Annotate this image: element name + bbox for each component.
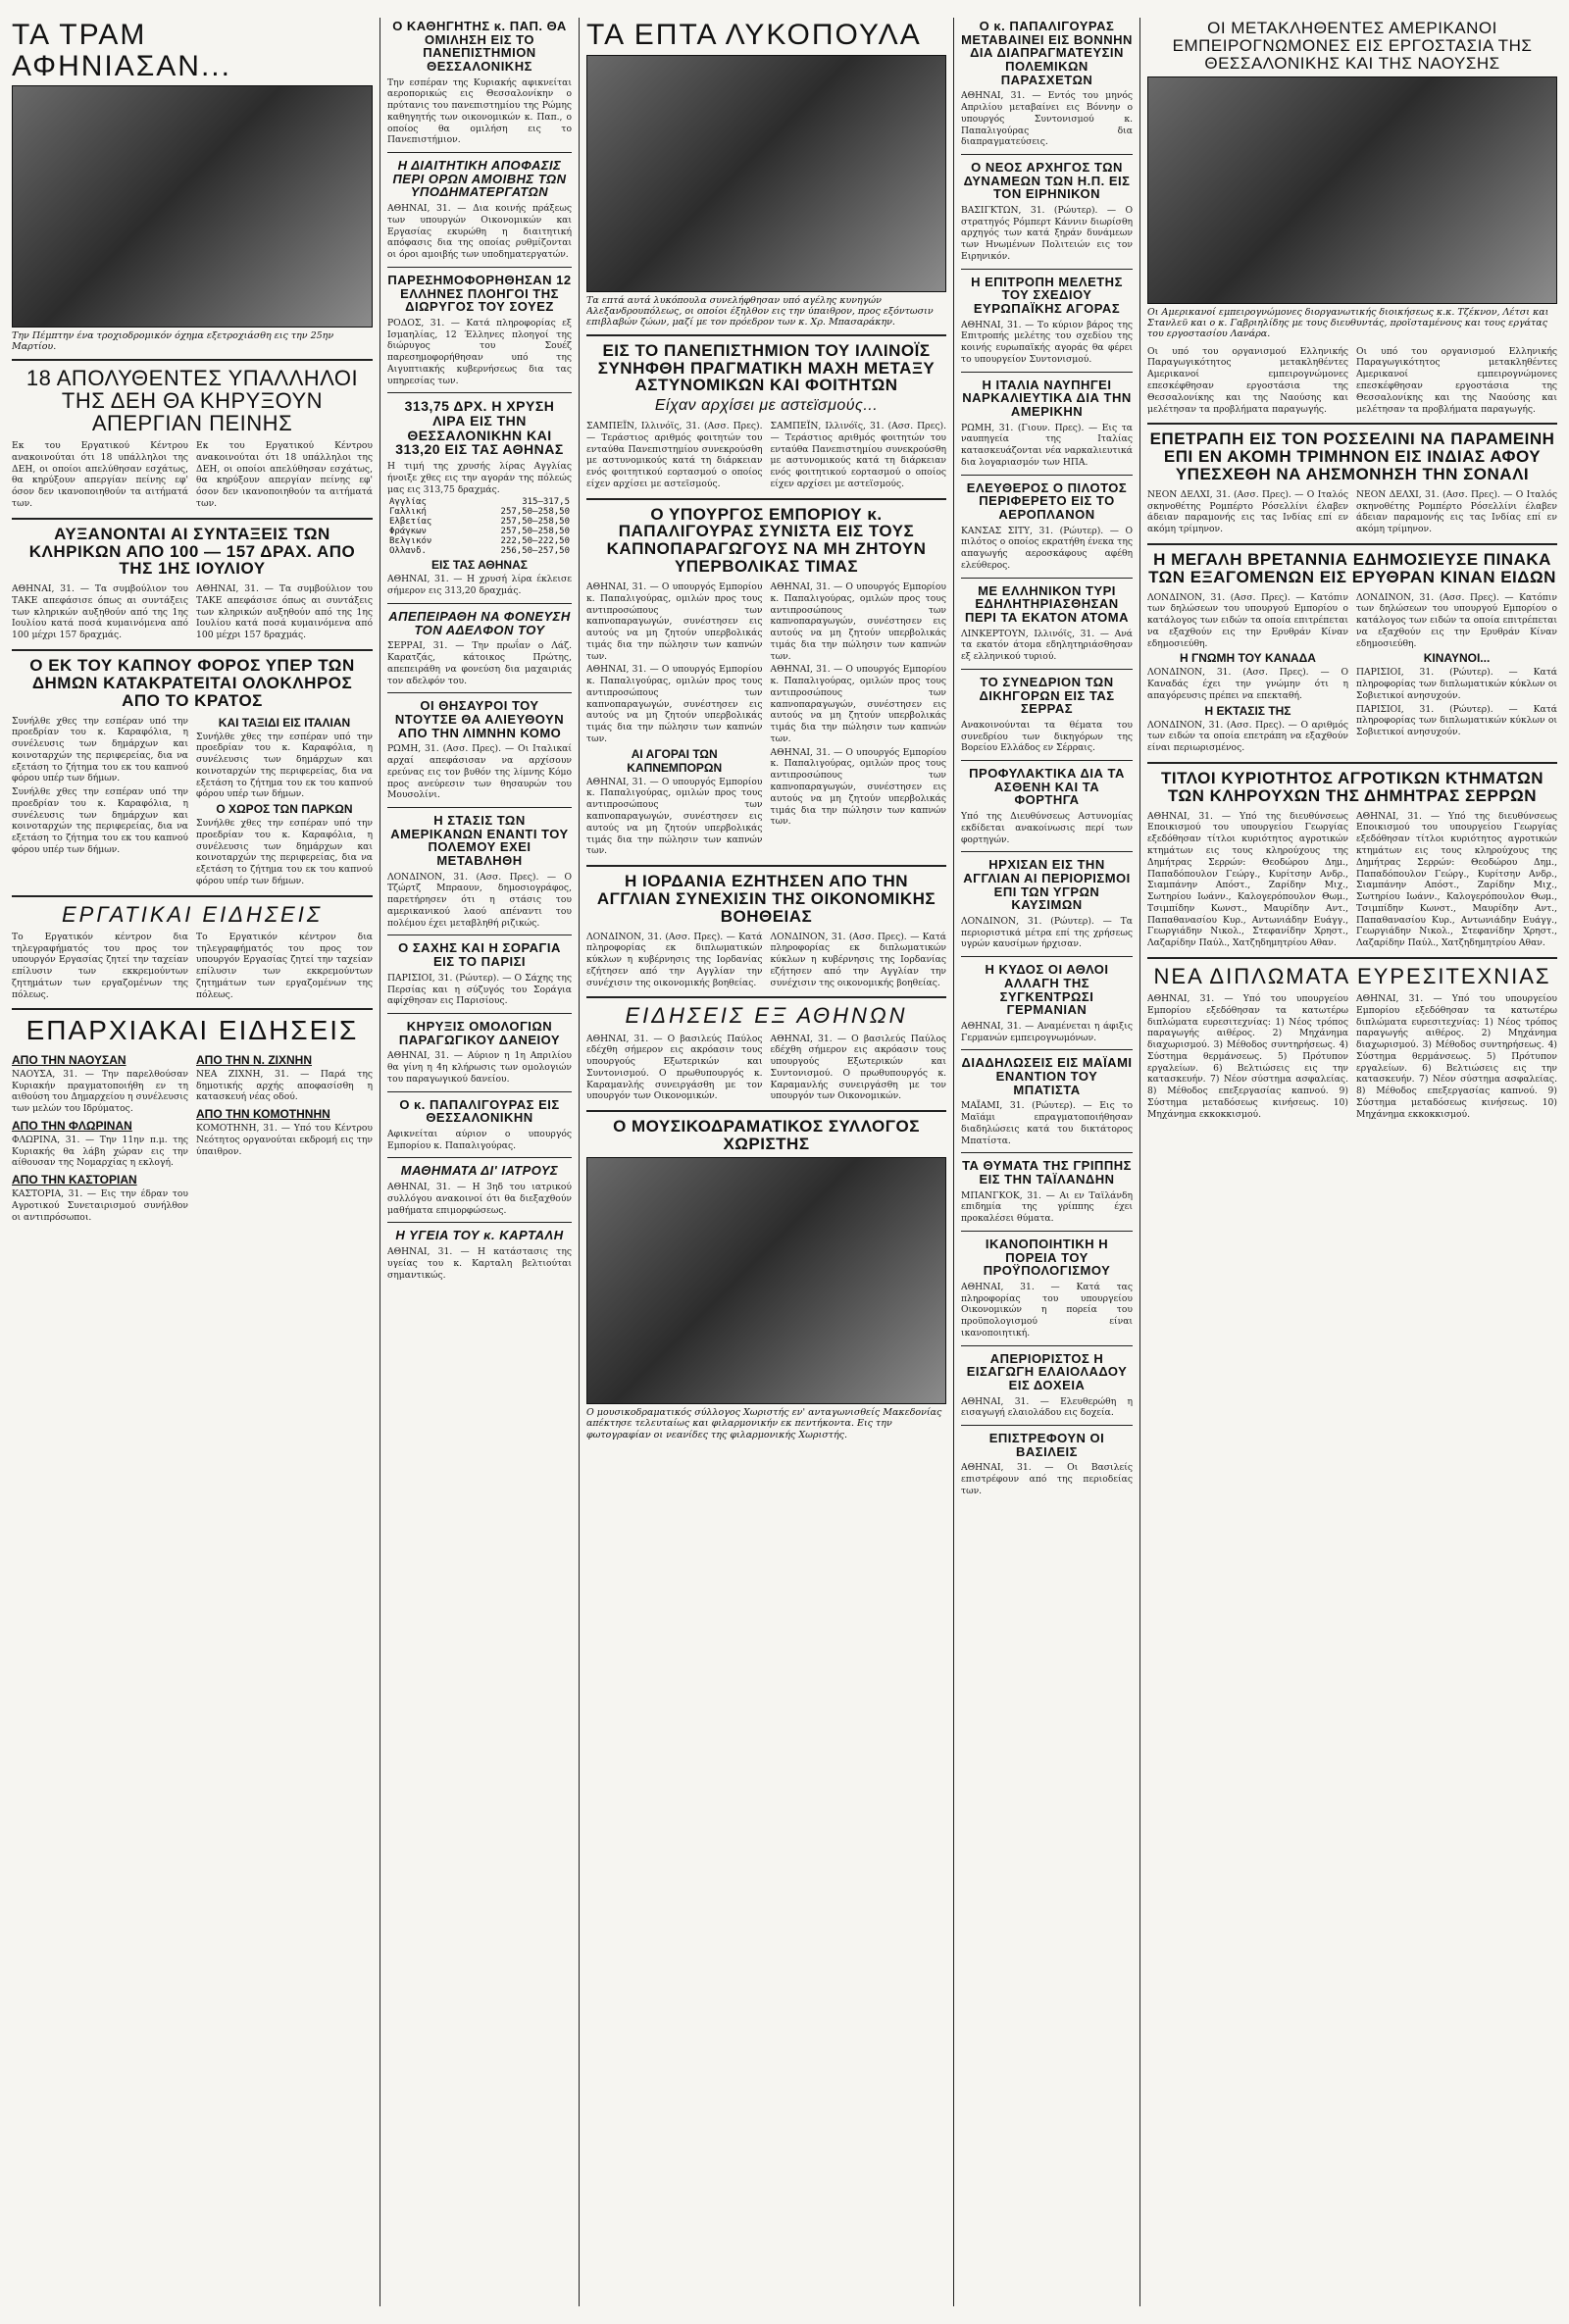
budget-body: ΑΘΗΝΑΙ, 31. — Κατά τας πληροφορίας του υπουργείου Οικονομικών η πορεία του προϋπολογισμού είναι ικανοποιητική. — [961, 1281, 1133, 1339]
currency-table — [387, 497, 572, 556]
kings-body: ΑΘΗΝΑΙ, 31. — Οι Βασιλείς επιστρέφουν από της περιοδείας των. — [961, 1462, 1133, 1496]
conference-body: Ανακοινούνται τα θέματα του συνεδρίου των δικηγόρων της Βορείου Ελλάδος εν Σέρραις. — [961, 719, 1133, 754]
tobacco-body: Συνήλθε χθες την εσπέραν υπό την προεδρίαν του κ. Καραφόλια, η συνέλευσις των δημάρχων και κοινοταρχών της περιφερείας, δια να εξετάση το ζήτημα του εκ του καπνού φόρου υπέρ των δήμων. — [12, 715, 188, 784]
pensions-headline: ΑΥΞΑΝΟΝΤΑΙ ΑΙ ΣΥΝΤΑΞΕΙΣ ΤΩΝ ΚΛΗΡΙΚΩΝ ΑΠΟ 100 — 157 ΔΡΑΧ. ΑΠΟ ΤΗΣ 1ΗΣ ΙΟΥΛΙΟΥ — [28, 524, 356, 579]
tram-caption: Την Πέμπτην ένα τροχιοδρομικόν όχημα εξετροχιάσθη εις την 25ην Μαρτίου. — [12, 330, 334, 353]
shah-headline: Ο ΣΑΧΗΣ ΚΑΙ Η ΣΟΡΑΓΙΑ ΕΙΣ ΤΟ ΠΑΡΙΣΙ — [398, 940, 561, 970]
kinyn-body: ΠΑΡΙΣΙΟΙ, 31. (Ρώυτερ). — Κατά πληροφορίας των διπλωματικών κύκλων οι Σοβιετικοί ανησυχούν. — [1356, 667, 1557, 701]
loans-headline: ΚΗΡΥΞΙΣ ΟΜΟΛΟΓΙΩΝ ΠΑΡΑΓΩΓΙΚΟΥ ΔΑΝΕΙΟΥ — [398, 1019, 561, 1047]
attempt-body: ΣΕΡΡΑΙ, 31. — Την πρωΐαν ο Λάζ. Καρατζάς, κάτοικος Πρώτης, απεπειράθη να φονεύση δια μαχαιριάς τον αδελφόν του. — [387, 640, 572, 686]
kinyn-body-cont: ΠΑΡΙΣΙΟΙ, 31. (Ρώυτερ). — Κατά πληροφορίας των διπλωματικών κύκλων οι Σοβιετικοί ανησυχούν. — [1356, 703, 1557, 738]
illinois-subhead: Είχαν αρχίσει με αστεϊσμούς... — [654, 397, 879, 415]
column-4 — [961, 18, 1133, 2306]
pilot-body: ΚΑΝΣΑΣ ΣΙΤΥ, 31. (Ρώυτερ). — Ο πιλότος ο οποίος εκρατήθη ένεκα της απαγωγής αεροσκάφους αφέθη ελεύθερος. — [961, 525, 1133, 571]
pilot-headline: ΕΛΕΥΘΕΡΟΣ Ο ΠΙΛΟΤΟΣ ΠΕΡΙΦΕΡΕΤΟ ΕΙΣ ΤΟ ΑΕΡΟΠΛΑΝΟΝ — [966, 480, 1128, 523]
wolves-caption: Τα επτά αυτά λυκόπουλα συνελήφθησαν υπό αγέλης κυνηγών Αλεξανδρουπόλεως, οι οποίοι έξηλθον εις την ύπαιθρον, προς εξόντωσιν επιβλαβών ζώων, μαζί με τον πρόεδρον των κ. Χρ. Μπασαράκην. — [586, 294, 934, 328]
table-row: Φράγκων 257,50—258,50 — [389, 527, 570, 537]
kinyn-subhead: ΚΙΝΑΥΝΟΙ... — [1423, 651, 1491, 666]
rossellini-body: ΝΕΟΝ ΔΕΛΧΙ, 31. (Ασσ. Πρες). — Ο Ιταλός σκηνοθέτης Ρομπέρτο Ρόσελλίνι έλαβεν άδειαν παραμονής εις τας Ινδίας επί εν ακόμη τρίμηνον. — [1147, 488, 1348, 535]
labour-body-cont: Το Εργατικόν κέντρον δια τηλεγραφήματός του προς τον υπουργόν Εργασίας ζητεί την ταχείαν επίλυσιν των εκκρεμούντων ζητημάτων των εργαζομένων της πόλεως. — [196, 931, 373, 1000]
tobacco-headline: Ο ΕΚ ΤΟΥ ΚΑΠΝΟΥ ΦΟΡΟΣ ΥΠΕΡ ΤΩΝ ΔΗΜΩΝ ΚΑΤΑΚΡΑΤΕΙΤΑΙ ΟΛΟΚΛΗΡΟΣ ΑΠΟ ΤΟ ΚΡΑΤΟΣ — [29, 656, 355, 710]
prov-section-body: ΚΑΣΤΟΡΙΑ, 31. — Εις την έδραν του Αγροτικού Συνεταιρισμού συνήλθον οι αντιπρόσωποι. — [12, 1188, 188, 1223]
prov-section-head: ΑΠΟ ΤΗΝ ΚΟΜΟΤΗΝΗΝ — [196, 1107, 330, 1122]
illinois-headline: ΕΙΣ ΤΟ ΠΑΝΕΠΙΣΤΗΜΙΟΝ ΤΟΥ ΙΛΛΙΝΟΪΣ ΣΥΝΗΦΘΗ ΠΡΑΓΜΑΤΙΚΗ ΜΑΧΗ ΜΕΤΑΞΥ ΑΣΤΥΝΟΜΙΚΩΝ ΚΑΙ ΦΟΙΤΗΤΩΝ — [597, 340, 936, 395]
loans-body: ΑΘΗΝΑΙ, 31. — Αύριον η 1η Απριλίου θα γίνη η 4η κλήρωσις των ομολογιών του παραγωγικού δανείου. — [387, 1050, 572, 1085]
britain-body: ΛΟΝΔΙΝΟΝ, 31. (Ασσ. Πρες). — Κατόπιν των δηλώσεων του υπουργού Εμπορίου ο κατάλογος των ειδών τα οποία επιτρέπεται να εξαχθούν εις την Ερυθράν Κίναν εδημοσιεύθη. — [1147, 591, 1348, 649]
health-headline: Η ΥΓΕΙΑ ΤΟΥ κ. ΚΑΡΤΑΛΗ — [395, 1228, 564, 1243]
athens-gold-body: ΑΘΗΝΑΙ, 31. — Η χρυσή λίρα έκλεισε σήμερον εις 313,20 δραχμάς. — [387, 574, 572, 597]
ektasis-body: ΛΟΝΔΙΝΟΝ, 31. (Ασσ. Πρες). — Ο αριθμός των ειδών τα οποία επετράπη να εξαχθούν είναι περιωρισμένος. — [1147, 719, 1348, 754]
decision-headline: Η ΔΙΑΙΤΗΤΙΚΗ ΑΠΟΦΑΣΙΣ ΠΕΡΙ ΟΡΩΝ ΑΜΟΙΒΗΣ ΤΩΝ ΥΠΟΔΗΜΑΤΕΡΓΑΤΩΝ — [392, 158, 567, 200]
usa-headline: Η ΣΤΑΣΙΣ ΤΩΝ ΑΜΕΡΙΚΑΝΩΝ ΕΝΑΝΤΙ ΤΟΥ ΠΟΛΕΜΟΥ ΕΧΕΙ ΜΕΤΑΒΛΗΘΗ — [390, 813, 569, 869]
doctors-body: ΑΘΗΝΑΙ, 31. — Η 3ηδ του ιατρικού συλλόγου ανακοινοί ότι θα διεξαχθούν μαθήματα επιμορφώσεως. — [387, 1182, 572, 1216]
athens-news-body-cont: ΑΘΗΝΑΙ, 31. — Ο βασιλεύς Παύλος εδέχθη σήμερον εις ακρόασιν τους υπουργούς Εξωτερικών και Συντονισμού. Ο πρωθυπουργός κ. Καραμανλής συνειργάσθη με τον υπουργόν των Οικονομικών. — [770, 1033, 946, 1102]
pensions-body-cont: ΑΘΗΝΑΙ, 31. — Τα συμβούλιον του ΤΑΚΕ απεφάσισε όπως αι συντάξεις των κληρικών αυξηθούν από της 1ης Ιουλίου κατά ποσά κυμαινόμενα από 100 μέχρι 157 δραχμάς. — [196, 583, 373, 641]
gold-headline: 313,75 ΔΡΧ. Η ΧΡΥΣΗ ΛΙΡΑ ΕΙΣ ΤΗΝ ΘΕΣΣΑΛΟΝΙΚΗΝ ΚΑΙ 313,20 ΕΙΣ ΤΑΣ ΑΘΗΝΑΣ — [395, 398, 564, 458]
athens-gold-subhead: ΕΙΣ ΤΑΣ ΑΘΗΝΑΣ — [431, 558, 528, 573]
professor-headline: Ο ΚΑΘΗΓΗΤΗΣ κ. ΠΑΠ. ΘΑ ΟΜΙΛΗΣΗ ΕΙΣ ΤΟ ΠΑΝΕΠΙΣΤΗΜΙΟΝ ΘΕΣΣΑΛΟΝΙΚΗΣ — [392, 19, 567, 74]
column-rule — [1139, 18, 1140, 2306]
oil-headline: ΑΠΕΡΙΟΡΙΣΤΟΣ Η ΕΙΣΑΓΩΓΗ ΕΛΑΙΟΛΑΔΟΥ ΕΙΣ ΔΟΧΕΙΑ — [966, 1350, 1128, 1392]
fuels-headline: ΗΡΧΙΣΑΝ ΕΙΣ ΤΗΝ ΑΓΓΛΙΑΝ ΑΙ ΠΕΡΙΟΡΙΣΜΟΙ ΕΠΙ ΤΩΝ ΥΓΡΩΝ ΚΑΥΣΙΜΩΝ — [963, 857, 1131, 913]
jordan-headline: Η ΙΟΡΔΑΝΙΑ ΕΖΗΤΗΣΕΝ ΑΠΟ ΤΗΝ ΑΓΓΛΙΑΝ ΣΥΝΕΧΙΣΙΝ ΤΗΣ ΟΙΚΟΝΟΜΙΚΗΣ ΒΟΗΘΕΙΑΣ — [596, 872, 936, 926]
choir-caption: Ο μουσικοδραματικός σύλλογος Χωριστής εν' ανταγωνισθείς Μακεδονίας απέκτησε τελευταίως και φιλαρμονικήν εκ πεντήκοντα. Εις την φωτογραφίαν οι νεανίδες της φιλαρμονικής Χωριστής. — [586, 1406, 942, 1440]
italy-headline: Η ΙΤΑΛΙΑ ΝΑΥΠΗΓΕΙ ΝΑΡΚΑΛΙΕΥΤΙΚΑ ΔΙΑ ΤΗΝ ΑΜΕΡΙΚΗΝ — [962, 377, 1132, 420]
chief-body: ΒΑΣΙΓΚΤΩΝ, 31. (Ρώυτερ). — Ο στρατηγός Ρόμπερτ Κάννιν διωρίσθη αρχηγός των κατά ξηράν δυνάμεων των Ηνωμένων Πολιτειών εις τον Ειρηνικόν. — [961, 204, 1133, 263]
cheese-body: ΛΙΝΚΕΡΤΟΥΝ, Ιλλινόϊς, 31. — Ανά τα εκατόν άτομα εδηλητηριάσθησαν εξ ελληνικού τυριού. — [961, 628, 1133, 663]
table-row: Βελγικόν 222,50—222,50 — [389, 536, 570, 547]
column-1 — [12, 18, 373, 2306]
tobacco-subhead: ΚΑΙ ΤΑΞΙΔΙ ΕΙΣ ΙΤΑΛΙΑΝ — [218, 715, 351, 730]
experts-photo — [1147, 76, 1557, 304]
dei-body-cont: Εκ του Εργατικού Κέντρου ανακοινούται ότι 18 υπάλληλοι της ΔΕΗ, οι οποίοι απελύθησαν εσχάτως, θα κηρύξουν απεργίαν πείνης εφ' όσον δεν ικανοποιηθούν τα αιτήματά των. — [196, 440, 373, 509]
oil-body: ΑΘΗΝΑΙ, 31. — Ελευθερώθη η εισαγωγή ελαιολάδου εις δοχεία. — [961, 1395, 1133, 1419]
prov-section-head: ΑΠΟ ΤΗΝ Ν. ΖΙΧΝΗΝ — [196, 1052, 312, 1067]
labour-body: Το Εργατικόν κέντρον δια τηλεγραφήματός του προς τον υπουργόν Εργασίας ζητεί την ταχείαν επίλυσιν των εκκρεμούντων ζητημάτων των εργαζομένων της πόλεως. — [12, 931, 188, 1000]
experts-body: Οι υπό του οργανισμού Ελληνικής Παραγωγικότητος μετακληθέντες Αμερικανοί εμπειρογνώμονες επεσκέφθησαν εργοστάσια της Θεσσαλονίκης και της Ναούσης και μελέτησαν τα προβλήματα παραγωγής. — [1147, 345, 1348, 415]
patents-headline: ΝΕΑ ΔΙΠΛΩΜΑΤΑ ΕΥΡΕΣΙΤΕΧΝΙΑΣ — [1153, 963, 1551, 988]
choir-photo — [586, 1157, 946, 1404]
dei-body: Εκ του Εργατικού Κέντρου ανακοινούται ότι 18 υπάλληλοι της ΔΕΗ, οι οποίοι απελύθησαν εσχάτως, θα κηρύξουν απεργίαν πείνης εφ' όσον δεν ικανοποιηθούν τα αιτήματά των. — [12, 440, 188, 509]
wolves-photo — [586, 55, 946, 292]
jordan-body: ΛΟΝΔΙΝΟΝ, 31. (Ασσ. Πρες). — Κατά πληροφορίας εκ διπλωματικών κύκλων η κυβέρνησις της Ιορδανίας εζήτησεν από την Αγγλίαν την συνέχισιν της οικονομικής βοηθείας. — [586, 931, 763, 988]
professor-body: Την εσπέραν της Κυριακής αφικνείται αεροπορικώς εις Θεσσαλονίκην ο πρύτανις του πανεπιστημίου της Ρώμης καθηγητής των οικονομικών κ. Παπ., ο οποίος θα ομιλήση εις το Πανεπιστήμιον. — [387, 76, 572, 146]
doctors-headline: ΜΑΘΗΜΑΤΑ ΔΙ' ΙΑΤΡΟΥΣ — [400, 1163, 559, 1179]
minister-visit-body: Αφικνείται αύριον ο υπουργός Εμπορίου κ. Παπαλιγούρας. — [387, 1128, 572, 1151]
budget-headline: ΙΚΑΝΟΠΟΙΗΤΙΚΗ Η ΠΟΡΕΙΑ ΤΟΥ ΠΡΟΫΠΟΛΟΓΙΣΜΟΥ — [983, 1236, 1111, 1279]
experts-caption: Οι Αμερικανοί εμπειρογνώμονες διοργανωτικής διοικήσεως κ.κ. Τζέκνον, Λέτσι και Στανλεϋ και ο κ. Γαβριηλίδης με τους διευθυντάς, προϊσταμένους και τους εργάτας του εργοστασίου Λανάρα. — [1147, 306, 1549, 340]
column-rule — [953, 18, 954, 2306]
choir-headline: Ο ΜΟΥΣΙΚΟΔΡΑΜΑΤΙΚΟΣ ΣΥΛΛΟΓΟΣ ΧΩΡΙΣΤΗΣ — [613, 1117, 920, 1153]
illinois-body: ΣΑΜΠΕΪΝ, Ιλλινόϊς, 31. (Ασσ. Πρες). — Τεράστιος αριθμός φοιτητών του ενταύθα Πανεπιστημίου συνεκρούσθη με αστυνομικούς κατά τη διάρκειαν ενός φοιτητικού εορτασμού ο οποίος είχεν αρχίσει με αστεϊσμούς. — [586, 421, 763, 489]
wolves-headline: ΤΑ ΕΠΤΑ ΛΥΚΟΠΟΥΛΑ — [586, 19, 922, 51]
ektasis-subhead: Η ΕΚΤΑΣΙΣ ΤΗΣ — [1204, 703, 1291, 718]
britain-body-cont: ΛΟΝΔΙΝΟΝ, 31. (Ασσ. Πρες). — Κατόπιν των δηλώσεων του υπουργού Εμπορίου ο κατάλογος των ειδών τα οποία επιτρέπεται να εξαχθούν εις την Ερυθράν Κίναν εδημοσιεύθη. — [1356, 591, 1557, 649]
column-rule — [579, 18, 580, 2306]
parks-body: Συνήλθε χθες την εσπέραν υπό την προεδρίαν του κ. Καραφόλια, η συνέλευσις των δημάρχων και κοινοταρχών της περιφερείας, δια να εξετάση το ζήτημα του εκ του καπνού φόρου υπέρ των δήμων. — [196, 818, 373, 886]
prov-section-head: ΑΠΟ ΤΗΝ ΝΑΟΥΣΑΝ — [12, 1052, 127, 1067]
miami-body: ΜΑΪΑΜΙ, 31. (Ρώυτερ). — Εις το Μαϊάμι επραγματοποιήθησαν διαδηλώσεις κατά του δικτάτορος Μπατίστα. — [961, 1100, 1133, 1146]
canada-subhead: Η ΓΝΩΜΗ ΤΟΥ ΚΑΝΑΔΑ — [1180, 651, 1316, 666]
europe-body: ΑΘΗΝΑΙ, 31. — Το κύριον βάρος της Επιτροπής μελέτης του σχεδίου της κοινής ευρωπαϊκής αγοράς θα φέρει το υπουργείον Συντονισμού. — [961, 319, 1133, 365]
experts-body-cont: Οι υπό του οργανισμού Ελληνικής Παραγωγικότητος μετακληθέντες Αμερικανοί εμπειρογνώμονες επεσκέφθησαν εργοστάσια της Θεσσαλονίκης και της Ναούσης και μελέτησαν τα προβλήματα παραγωγής. — [1356, 345, 1557, 415]
tobacco-body-cont: Συνήλθε χθες την εσπέραν υπό την προεδρίαν του κ. Καραφόλια, η συνέλευσις των δημάρχων και κοινοταρχών της περιφερείας, δια να εξετάση το ζήτημα του εκ του καπνού φόρου υπέρ των δήμων. — [12, 786, 188, 855]
tram-headline: ΤΑ ΤΡΑΜ ΑΦΗΝΙΑΣΑΝ... — [12, 19, 231, 82]
germany-headline: Η ΚΥΔΟΣ ΟΙ ΑΘΛΟΙ ΑΛΛΑΓΗ ΤΗΣ ΣΥΓΚΕΝΤΡΩΣΙ ΓΕΡΜΑΝΙΑΝ — [985, 962, 1109, 1018]
tobacco-sub-body: Συνήλθε χθες την εσπέραν υπό την προεδρίαν του κ. Καραφόλια, η συνέλευσις των δημάρχων και κοινοταρχών της περιφερείας, δια να εξετάση το ζήτημα του εκ του καπνού φόρου υπέρ των δήμων. — [196, 731, 373, 800]
commerce-body-col2-cont: ΑΘΗΝΑΙ, 31. — Ο υπουργός Εμπορίου κ. Παπαλιγούρας, ομιλών προς τους αντιπροσώπους των καπνοπαραγωγών, συνέστησεν εις αυτούς να μη ζητούν υπερβολικάς τιμάς δια την πώλησιν των καπνών των. — [770, 664, 946, 744]
prov-section-head: ΑΠΟ ΤΗΝ ΦΛΩΡΙΝΑΝ — [12, 1118, 132, 1133]
titles-body: ΑΘΗΝΑΙ, 31. — Υπό της διευθύνσεως Εποικισμού του υπουργείου Γεωργίας εξεδόθησαν τίτλοι κυριότητος αγροτικών κτημάτων εις τους κληρούχους της Δημήτρας Σερρών: Θεοδώρου Δημ., Παπαδόπουλον Γεώργ., Κυρίτσην Ανδρ., Σιαμπάνην Απόστ., Ζαρίδην Μιχ., Σωτηρίου Ιωάνν., Καλογερόπουλον Θωμ., Τσιμπίδην Κωνστ., Μαυρίδην Αντ., Παπαθανασίου Κυρ., Αντωνιάδην Ευάγγ., Γεωργιάδην Νικολ., Στεφανίδην Χρηστ., Λαζαρίδην Παύλ., Χατζηδημητρίου Αθαν. — [1147, 810, 1348, 949]
rossellini-body-cont: ΝΕΟΝ ΔΕΛΧΙ, 31. (Ασσ. Πρες). — Ο Ιταλός σκηνοθέτης Ρομπέρτο Ρόσελλίνι έλαβεν άδειαν παραμονής εις τας Ινδίας επί εν ακόμη τρίμηνον. — [1356, 488, 1557, 535]
papal-headline: Ο κ. ΠΑΠΑΛΙΓΟΥΡΑΣ ΜΕΤΑΒΑΙΝΕΙ ΕΙΣ ΒΟΝΝΗΝ ΔΙΑ ΔΙΑΠΡΑΓΜΑΤΕΥΣΙΝ ΠΟΛΕΜΙΚΩΝ ΠΑΡΑΣΧΕΤΩΝ — [961, 19, 1133, 87]
dei-headline: 18 ΑΠΟΛΥΘΕΝΤΕΣ ΥΠΑΛΛΗΛΟΙ ΤΗΣ ΔΕΗ ΘΑ ΚΗΡΥΞΟΥΝ ΑΠΕΡΓΙΑΝ ΠΕΙΝΗΣ — [25, 365, 359, 435]
chief-headline: Ο ΝΕΟΣ ΑΡΧΗΓΟΣ ΤΩΝ ΔΥΝΑΜΕΩΝ ΤΩΝ Η.Π. ΕΙΣ ΤΟΝ ΕΙΡΗΝΙΚΟΝ — [963, 160, 1131, 202]
column-3 — [586, 18, 946, 2306]
table-row: Ολλανδ. 256,50—257,50 — [389, 546, 570, 557]
labour-headline: ΕΡΓΑΤΙΚΑΙ ΕΙΔΗΣΕΙΣ — [61, 901, 324, 927]
commerce-body-col2-end: ΑΘΗΝΑΙ, 31. — Ο υπουργός Εμπορίου κ. Παπαλιγούρας, ομιλών προς τους αντιπροσώπους των καπνοπαραγωγών, συνέστησεν εις αυτούς να μη ζητούν υπερβολικάς τιμάς δια την πώλησιν των καπνών των. — [770, 746, 946, 828]
rossellini-headline: ΕΠΕΤΡΑΠΗ ΕΙΣ ΤΟΝ ΡΟΣΣΕΛΙΝΙ ΝΑ ΠΑΡΑΜΕΙΝΗ ΕΠΙ ΕΝ ΑΚΟΜΗ ΤΡΙΜΗΝΟΝ ΕΙΣ ΙΝΔΙΑΣ ΑΦΟΥ ΥΠΕΣΧΕΘΗ ΝΑ ΑΗΣΜΟΝΗΣΗ ΤΗΝ ΣΟΝΑΛΙ — [1149, 429, 1555, 483]
attempt-headline: ΑΠΕΠΕΙΡΑΘΗ ΝΑ ΦΟΝΕΥΣΗ ΤΟΝ ΑΔΕΛΦΟΝ ΤΟΥ — [388, 609, 571, 637]
shah-body: ΠΑΡΙΣΙΟΙ, 31. (Ρώυτερ). — Ο Σάχης της Περσίας και η σύζυγός του Σοράγια αφίχθησαν εις Παρισίους. — [387, 972, 572, 1007]
minister-visit-headline: Ο κ. ΠΑΠΑΛΙΓΟΥΡΑΣ ΕΙΣ ΘΕΣΣΑΛΟΝΙΚΗΝ — [399, 1096, 560, 1126]
usa-body: ΛΟΝΔΙΝΟΝ, 31. (Ασσ. Πρες). — Ο Τζώρτζ Μπραουν, δημοσιογράφος, παρετήρησεν ότι η στάσις του αμερικανικού λαού απέναντι του πολέμου έχει μεταβληθή ριζικώς. — [387, 871, 572, 929]
miami-headline: ΔΙΑΔΗΛΩΣΕΙΣ ΕΙΣ ΜΑΪΑΜΙ ΕΝΑΝΤΙΟΝ ΤΟΥ ΜΠΑΤΙΣΤΑ — [961, 1055, 1133, 1097]
illinois-body-cont: ΣΑΜΠΕΪΝ, Ιλλινόϊς, 31. (Ασσ. Πρες). — Τεράστιος αριθμός φοιτητών του ενταύθα Πανεπιστημίου συνεκρούσθη με αστυνομικούς κατά τη διάρκειαν ενός φοιτητικού εορτασμού ο οποίος είχεν αρχίσει με αστεϊσμούς. — [770, 421, 946, 489]
tram-photo — [12, 85, 373, 328]
prov-section-body: ΦΛΩΡΙΝΑ, 31. — Την 11ην π.μ. της Κυριακής θα λάβη χώραν εις την αίθουσαν της Νομαρχίας η εκλογή. — [12, 1134, 188, 1169]
commerce-headline: Ο ΥΠΟΥΡΓΟΣ ΕΜΠΟΡΙΟΥ κ. ΠΑΠΑΛΙΓΟΥΡΑΣ ΣΥΝΙΣΤΑ ΕΙΣ ΤΟΥΣ ΚΑΠΝΟΠΑΡΑΓΩΓΟΥΣ ΝΑ ΜΗ ΖΗΤΟΥΝ ΥΠΕΡΒΟΛΙΚΑΣ ΤΙΜΑΣ — [606, 504, 927, 577]
table-row: Γαλλική 257,50—258,50 — [389, 507, 570, 518]
papal-body: ΑΘΗΝΑΙ, 31. — Εντός του μηνός Απριλίου μεταβαίνει εις Βόννην ο υπουργός Συντονισμού κ. Παπαλιγούρας δια διαπραγματεύσεις. — [961, 90, 1133, 148]
canada-body: ΛΟΝΔΙΝΟΝ, 31. (Ασσ. Πρες). — Ο Καναδάς έχει την γνώμην ότι η απαγόρευσις πρέπει να επεκταθή. — [1147, 667, 1348, 701]
flu-headline: ΤΑ ΘΥΜΑΤΑ ΤΗΣ ΓΡΙΠΠΗΣ ΕΙΣ ΤΗΝ ΤΑΪΛΑΝΔΗΝ — [962, 1158, 1132, 1187]
britain-headline: Η ΜΕΓΑΛΗ ΒΡΕΤΑΝΝΙΑ ΕΔΗΜΟΣΙΕΥΣΕ ΠΙΝΑΚΑ ΤΩΝ ΕΞΑΓΟΜΕΝΩΝ ΕΙΣ ΕΡΥΘΡΑΝ ΚΙΝΑΝ ΕΙΔΩΝ — [1148, 549, 1556, 586]
commerce-subhead: ΑΙ ΑΓΟΡΑΙ ΤΩΝ ΚΑΠΝΕΜΠΟΡΩΝ — [627, 746, 723, 775]
germany-body: ΑΘΗΝΑΙ, 31. — Αναμένεται η άφιξις Γερμανών εμπειρογνωμόνων. — [961, 1020, 1133, 1043]
commerce-sub-body: ΑΘΗΝΑΙ, 31. — Ο υπουργός Εμπορίου κ. Παπαλιγούρας, ομιλών προς τους αντιπροσώπους των καπνοπαραγωγών, συνέστησεν εις αυτούς να μη ζητούν υπερβολικάς τιμάς δια την πώλησιν των καπνών των. — [586, 776, 763, 857]
conference-headline: ΤΟ ΣΥΝΕΔΡΙΟΝ ΤΩΝ ΔΙΚΗΓΟΡΩΝ ΕΙΣ ΤΑΣ ΣΕΡΡΑΣ — [979, 674, 1115, 717]
prov-section-body: ΝΑΟΥΣΑ, 31. — Την παρελθούσαν Κυριακήν πραγματοποιήθη εν τη αιθούση του Δημαρχείου η συνέλευσις των μελών του Ιδρύματος. — [12, 1068, 188, 1115]
suez-headline: ΠΑΡΕΣΗΜΟΦΟΡΗΘΗΣΑΝ 12 ΕΛΛΗΝΕΣ ΠΛΟΗΓΟΙ ΤΗΣ ΔΙΩΡΥΓΟΣ ΤΟΥ ΣΟΥΕΖ — [387, 272, 572, 315]
athens-news-headline: ΕΙΔΗΣΕΙΣ ΕΞ ΑΘΗΝΩΝ — [625, 1003, 908, 1029]
column-2 — [387, 18, 572, 2306]
titles-headline: ΤΙΤΛΟΙ ΚΥΡΙΟΤΗΤΟΣ ΑΓΡΟΤΙΚΩΝ ΚΤΗΜΑΤΩΝ ΤΩΝ ΚΛΗΡΟΥΧΩΝ ΤΗΣ ΔΗΜΗΤΡΑΣ ΣΕΡΡΩΝ — [1161, 769, 1544, 805]
commerce-body-col2: ΑΘΗΝΑΙ, 31. — Ο υπουργός Εμπορίου κ. Παπαλιγούρας, ομιλών προς τους αντιπροσώπους των καπνοπαραγωγών, συνέστησεν εις αυτούς να μη ζητούν υπερβολικάς τιμάς δια την πώλησιν των καπνών των. — [770, 581, 946, 662]
experts-headline: ΟΙ ΜΕΤΑΚΛΗΘΕΝΤΕΣ ΑΜΕΡΙΚΑΝΟΙ ΕΜΠΕΙΡΟΓΝΩΜΟΝΕΣ ΕΙΣ ΕΡΓΟΣΤΑΣΙΑ ΤΗΣ ΘΕΣΣΑΛΟΝΙΚΗΣ ΚΑΙ ΤΗΣ ΝΑΟΥΣΗΣ — [1172, 19, 1533, 73]
freight-body: Υπό της Διευθύνσεως Αστυνομίας εκδίδεται ανακοίνωσις περί των φορτηγών. — [961, 811, 1133, 845]
provincial-headline: ΕΠΑΡΧΙΑΚΑΙ ΕΙΔΗΣΕΙΣ — [25, 1015, 359, 1046]
health-body: ΑΘΗΝΑΙ, 31. — Η κατάστασις της υγείας του κ. Καρταλη βελτιούται σημαντικώς. — [387, 1246, 572, 1281]
kings-headline: ΕΠΙΣΤΡΕΦΟΥΝ ΟΙ ΒΑΣΙΛΕΙΣ — [988, 1431, 1105, 1459]
fuels-body: ΛΟΝΔΙΝΟΝ, 31. (Ρώυτερ). — Τα περιοριστικά μέτρα επί της χρήσεως υγρών καυσίμων ήρχισαν. — [961, 915, 1133, 950]
treasure-headline: ΟΙ ΘΗΣΑΥΡΟΙ ΤΟΥ ΝΤΟΥΤΣΕ ΘΑ ΑΛΙΕΥΘΟΥΝ ΑΠΟ ΤΗΝ ΛΙΜΝΗΝ ΚΟΜΟ — [394, 698, 565, 740]
commerce-body-cont: ΑΘΗΝΑΙ, 31. — Ο υπουργός Εμπορίου κ. Παπαλιγούρας, ομιλών προς τους αντιπροσώπους των καπνοπαραγωγών, συνέστησεν εις αυτούς να μη ζητούν υπερβολικάς τιμάς δια την πώλησιν των καπνών των. — [586, 664, 763, 744]
commerce-body: ΑΘΗΝΑΙ, 31. — Ο υπουργός Εμπορίου κ. Παπαλιγούρας, ομιλών προς τους αντιπροσώπους των καπνοπαραγωγών, συνέστησεν εις αυτούς να μη ζητούν υπερβολικάς τιμάς δια την πώλησιν των καπνών των. — [586, 581, 763, 662]
titles-body-cont: ΑΘΗΝΑΙ, 31. — Υπό της διευθύνσεως Εποικισμού του υπουργείου Γεωργίας εξεδόθησαν τίτλοι κυριότητος αγροτικών κτημάτων εις τους κληρούχους της Δημήτρας Σερρών: Θεοδώρου Δημ., Παπαδόπουλον Γεώργ., Κυρίτσην Ανδρ., Σιαμπάνην Απόστ., Ζαρίδην Μιχ., Σωτηρίου Ιωάνν., Καλογερόπουλον Θωμ., Τσιμπίδην Κωνστ., Μαυρίδην Αντ., Παπαθανασίου Κυρ., Αντωνιάδην Ευάγγ., Γεωργιάδην Νικολ., Στεφανίδην Χρηστ., Λαζαρίδην Παύλ., Χατζηδημητρίου Αθαν. — [1356, 810, 1557, 949]
europe-headline: Η ΕΠΙΤΡΟΠΗ ΜΕΛΕΤΗΣ ΤΟΥ ΣΧΕΔΙΟΥ ΕΥΡΩΠΑΪΚΗΣ ΑΓΟΡΑΣ — [971, 274, 1123, 317]
prov-section-body: ΚΟΜΟΤΗΝΗ, 31. — Υπό του Κέντρου Νεότητος οργανούται εκδρομή εις την ύπαιθρον. — [196, 1123, 373, 1157]
jordan-body-cont: ΛΟΝΔΙΝΟΝ, 31. (Ασσ. Πρες). — Κατά πληροφορίας εκ διπλωματικών κύκλων η κυβέρνησις της Ιορδανίας εζήτησεν από την Αγγλίαν την συνέχισιν της οικονομικής βοηθείας. — [770, 931, 946, 988]
table-row: Ελβετίας 257,50—258,50 — [389, 517, 570, 528]
italy-body: ΡΩΜΗ, 31. (Γιουν. Πρες). — Εις τα ναυπηγεία της Ιταλίας κατασκευάζονται νέα ναρκαλιευτικά δια λογαριασμόν των ΗΠΑ. — [961, 422, 1133, 468]
decision-body: ΑΘΗΝΑΙ, 31. — Δια κοινής πράξεως των υπουργών Οικονομικών και Εργασίας εκυρώθη η διαιτητική απόφασις δια της οποίας ρυθμίζονται οι όροι αμοιβής των υποδηματεργατών. — [387, 203, 572, 261]
patents-body: ΑΘΗΝΑΙ, 31. — Υπό του υπουργείου Εμπορίου εξεδόθησαν τα κατωτέρω διπλώματα ευρεσιτεχνίας: 1) Νέος τρόπος παραγωγής αιθέρος. 2) Μηχάνημα διαχωρισμού. 3) Μέθοδος συντηρήσεως. 4) Σύστημα θερμάνσεως. 5) Πρότυπον εργαλείων. 6) Βελτιώσεις εις την κατασκευήν. 7) Νέον σύστημα ασφαλείας. 8) Μέθοδος επεξεργασίας καπνού. 9) Σύστημα μεταδόσεως κινήσεως. 10) Μηχάνημα εκκοκκισμού. — [1147, 992, 1348, 1120]
flu-body: ΜΠΑΝΓΚΟΚ, 31. — Αι εν Ταϊλάνδη επιδημία της γρίππης έχει προκαλέσει θύματα. — [961, 1189, 1133, 1225]
table-row: Αγγλίας 315—317,5 — [389, 497, 570, 508]
gold-body: Η τιμή της χρυσής λίρας Αγγλίας ήνοιξε χθες εις την αγοράν της πόλεώς μας εις 313,75 δραχμάς. — [387, 461, 572, 495]
patents-body-cont: ΑΘΗΝΑΙ, 31. — Υπό του υπουργείου Εμπορίου εξεδόθησαν τα κατωτέρω διπλώματα ευρεσιτεχνίας: 1) Νέος τρόπος παραγωγής αιθέρος. 2) Μηχάνημα διαχωρισμού. 3) Μέθοδος συντηρήσεως. 4) Σύστημα θερμάνσεως. 5) Πρότυπον εργαλείων. 6) Βελτιώσεις εις την κατασκευήν. 7) Νέον σύστημα ασφαλείας. 8) Μέθοδος επεξεργασίας καπνού. 9) Σύστημα μεταδόσεως κινήσεως. 10) Μηχάνημα εκκοκκισμού. — [1356, 992, 1557, 1120]
suez-body: ΡΟΔΟΣ, 31. — Κατά πληροφορίας εξ Ισμαηλίας, 12 Έλληνες πλοηγοί της διώρυγος του Σουέζ παρεσημοφορήθησαν υπό της Αιγυπτιακής κυβερνήσεως δια τας υπηρεσίας των. — [387, 317, 572, 386]
parks-subhead: Ο ΧΩΡΟΣ ΤΩΝ ΠΑΡΚΩΝ — [216, 802, 353, 817]
column-5 — [1147, 18, 1557, 2306]
freight-headline: ΠΡΟΦΥΛΑΚΤΙΚΑ ΔΙΑ ΤΑ ΑΣΘΕΝΗ ΚΑΙ ΤΑ ΦΟΡΤΗΓΑ — [969, 766, 1125, 808]
cheese-headline: ΜΕ ΕΛΛΗΝΙΚΟΝ ΤΥΡΙ ΕΔΗΛΗΤΗΡΙΑΣΘΗΣΑΝ ΠΕΡΙ ΤΑ ΕΚΑΤΟΝ ΑΤΟΜΑ — [965, 582, 1129, 626]
athens-news-body: ΑΘΗΝΑΙ, 31. — Ο βασιλεύς Παύλος εδέχθη σήμερον εις ακρόασιν τους υπουργούς Εξωτερικών και Συντονισμού. Ο πρωθυπουργός κ. Καραμανλής συνειργάσθη με τον υπουργόν των Οικονομικών. — [586, 1033, 763, 1102]
prov-section-head: ΑΠΟ ΤΗΝ ΚΑΣΤΟΡΙΑΝ — [12, 1173, 137, 1187]
pensions-body: ΑΘΗΝΑΙ, 31. — Τα συμβούλιον του ΤΑΚΕ απεφάσισε όπως αι συντάξεις των κληρικών αυξηθούν από της 1ης Ιουλίου κατά ποσά κυμαινόμενα από 100 μέχρι 157 δραχμάς. — [12, 583, 188, 641]
treasure-body: ΡΩΜΗ, 31. (Ασσ. Πρες). — Οι Ιταλικαί αρχαί απεφάσισαν να αρχίσουν ερεύνας εις τον βυθόν της λίμνης Κόμο προς ανεύρεσιν των θησαυρών του Μουσολίνι. — [387, 743, 572, 801]
prov-section-body: ΝΕΑ ΖΙΧΝΗ, 31. — Παρά της δημοτικής αρχής αποφασίσθη η κατασκευή νέας οδού. — [196, 1068, 373, 1103]
